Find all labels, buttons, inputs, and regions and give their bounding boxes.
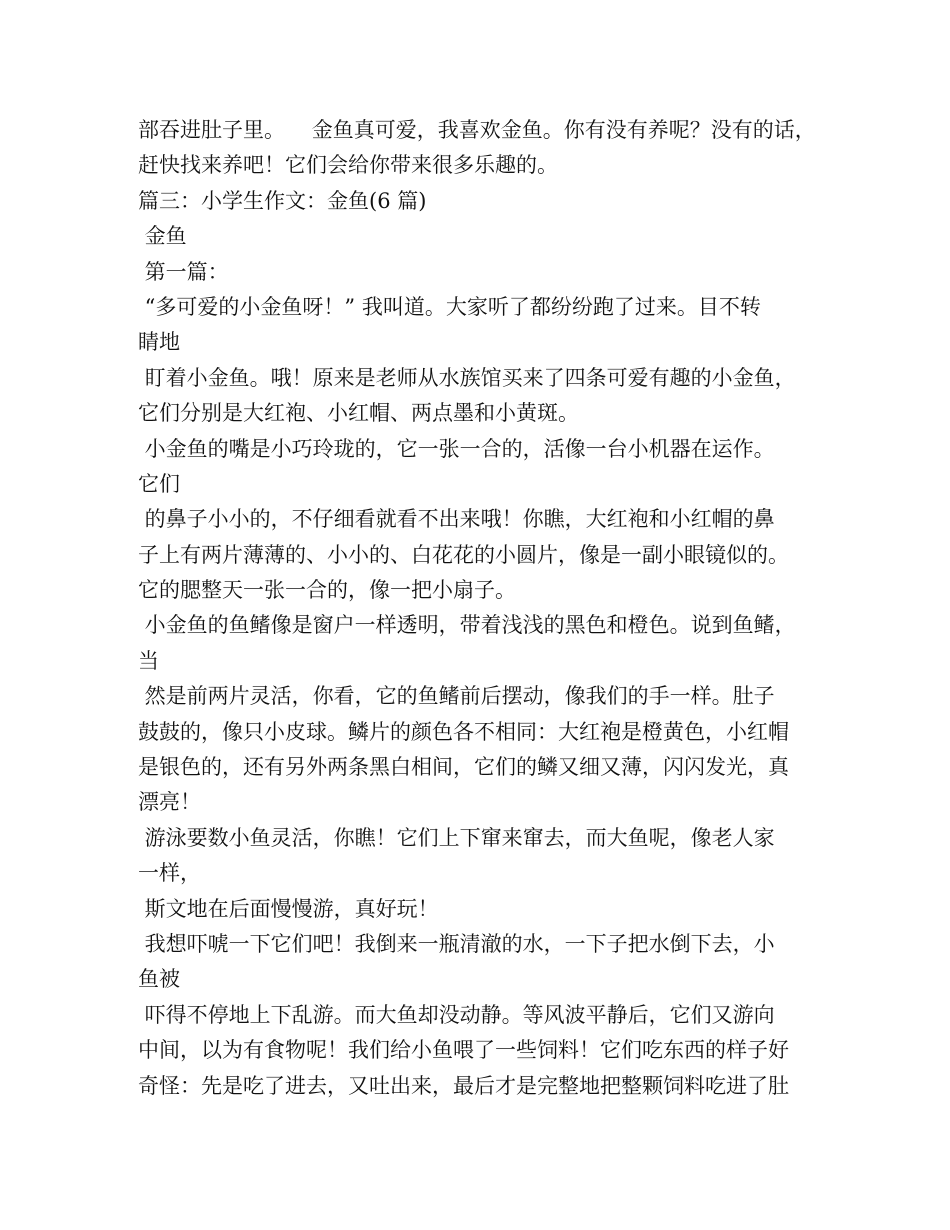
text-line: 子上有两片薄薄的、小小的、白花花的小圆片，像是一副小眼镜似的。 (138, 542, 789, 567)
text-line: 漂亮！ (138, 790, 201, 815)
text-line: 鱼被 (138, 967, 180, 992)
essay-text (138, 113, 838, 1104)
text-line: 奇怪：先是吃了进去，又吐出来，最后才是完整地把整颗饲料吃进了肚 (138, 1073, 789, 1098)
text-line: 中间，以为有食物呢！我们给小鱼喂了一些饲料！它们吃东西的样子好 (138, 1038, 789, 1063)
text-line: 当 (138, 648, 159, 673)
text-line: 它们分别是大红袍、小红帽、两点墨和小黄斑。 (138, 401, 579, 426)
text-line: 一样， (138, 861, 201, 886)
text-line: 部吞进肚子里。 金鱼真可爱，我喜欢金鱼。你有没有养呢？没有的话， (138, 118, 816, 142)
section-heading: 篇三：小学生作文：金鱼(6 篇) (138, 188, 427, 213)
essay-part-label: 第一篇： (138, 259, 229, 284)
text-line: 小金鱼的嘴是小巧玲珑的，它一张一合的，活像一台小机器在运作。 (138, 436, 775, 461)
text-line: 盯着小金鱼。哦！原来是老师从水族馆买来了四条可爱有趣的小金鱼， (138, 365, 796, 390)
text-line: 它的腮整天一张一合的，像一把小扇子。 (138, 578, 516, 603)
essay-title: 金鱼 (138, 224, 187, 249)
text-line: 吓得不停地上下乱游。而大鱼却没动静。等风波平静后，它们又游向 (138, 1002, 775, 1027)
text-line: 是银色的，还有另外两条黑白相间，它们的鳞又细又薄，闪闪发光，真 (138, 755, 789, 780)
text-line: “多可爱的小金鱼呀！” 我叫道。大家听了都纷纷跑了过来。目不转 (138, 294, 761, 319)
text-line: 鼓鼓的，像只小皮球。鳞片的颜色各不相同：大红袍是橙黄色，小红帽 (138, 719, 789, 744)
text-line: 的鼻子小小的，不仔细看就看不出来哦！你瞧，大红袍和小红帽的鼻 (138, 507, 775, 532)
text-line: 睛地 (138, 330, 180, 355)
text-line: 小金鱼的鱼鳍像是窗户一样透明，带着浅浅的黑色和橙色。说到鱼鳍， (138, 613, 796, 638)
text-line: 游泳要数小鱼灵活，你瞧！它们上下窜来窜去，而大鱼呢，像老人家 (138, 825, 775, 850)
text-line: 斯文地在后面慢慢游，真好玩！ (138, 896, 439, 921)
text-line: 我想吓唬一下它们吧！我倒来一瓶清澈的水，一下子把水倒下去，小 (138, 931, 775, 956)
text-line: 它们 (138, 471, 180, 496)
text-line: 然是前两片灵活，你看，它的鱼鳍前后摆动，像我们的手一样。肚子 (138, 684, 775, 709)
text-line: 赶快找来养吧！它们会给你带来很多乐趣的。 (138, 153, 558, 178)
